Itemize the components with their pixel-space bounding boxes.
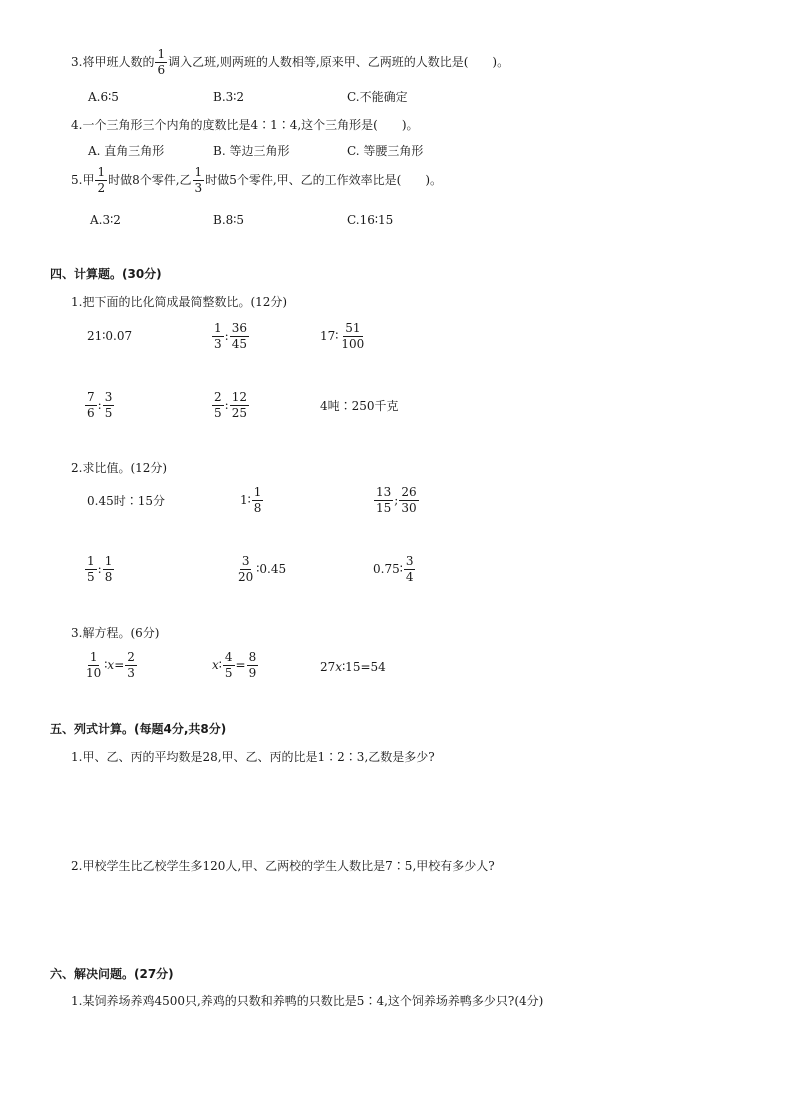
q3-option-c: C.不能确定 — [347, 90, 408, 104]
q4-option-a: A. 直角三角形 — [88, 144, 165, 158]
fraction: $\frac{1}{6}$ — [157, 47, 166, 77]
q3-option-a: A.6∶5 — [88, 90, 119, 104]
question-text: 1.甲、乙、丙的平均数是28,甲、乙、丙的比是1∶2∶3,乙数是多少? — [71, 750, 435, 764]
ratio-item: 17∶ $\frac{51}{100}$ — [320, 321, 365, 351]
fraction: $\frac{1}{3}$ — [194, 165, 203, 195]
ratio-item: 21∶0.07 — [87, 329, 133, 343]
question-text: 1.某饲养场养鸡4500只,养鸡的只数和养鸭的只数比是5∶4,这个饲养场养鸭多少只?(4分) — [71, 994, 544, 1008]
subsection-title: 1.把下面的比化简成最简整数比。(12分) — [71, 295, 288, 309]
equation: 27x∶15=54 — [320, 660, 386, 674]
section-5-title: 五、列式计算。(每题4分,共8分) — [50, 722, 227, 736]
ratio-item: $\frac{7}{6}$ : $\frac{3}{5}$ — [87, 390, 113, 420]
question-4: 4.一个三角形三个内角的度数比是4∶1∶4,这个三角形是( )。 — [71, 118, 419, 132]
ratio-item: 4吨∶250千克 — [320, 399, 399, 413]
fraction: $\frac{1}{2}$ — [97, 165, 106, 195]
q5-option-a: A.3∶2 — [90, 213, 121, 227]
ratio-item: $\frac{1}{3}$ : $\frac{36}{45}$ — [214, 321, 247, 351]
ratio-item: 0.75∶ $\frac{3}{4}$ — [373, 554, 414, 584]
question-5: 5.甲 $\frac{1}{2}$ 时做8个零件,乙 $\frac{1}{3}$ 时做5个零件,甲、乙的工作效率比是( )。 — [71, 165, 443, 195]
section-6-title: 六、解决问题。(27分) — [50, 967, 174, 981]
ratio-item: $\frac{1}{5}$ : $\frac{1}{8}$ — [87, 554, 113, 584]
q3-option-b: B.3∶2 — [213, 90, 245, 104]
equation: $\frac{1}{10}$ ∶ x = $\frac{2}{3}$ — [86, 650, 135, 680]
q5-option-c: C.16∶15 — [347, 213, 394, 227]
q5-option-b: B.8∶5 — [213, 213, 245, 227]
ratio-item: $\frac{13}{15}$ ; $\frac{26}{30}$ — [376, 485, 417, 515]
ratio-item: $\frac{3}{20}$ ∶0.45 — [238, 554, 287, 584]
q4-option-c: C. 等腰三角形 — [347, 144, 424, 158]
subsection-title: 3.解方程。(6分) — [71, 626, 160, 640]
ratio-item: 0.45时∶15分 — [87, 494, 165, 508]
ratio-item: 1∶ $\frac{1}{8}$ — [240, 485, 262, 515]
q4-option-b: B. 等边三角形 — [213, 144, 290, 158]
question-3: 3.将甲班人数的 $\frac{1}{6}$ 调入乙班,则两班的人数相等,原来甲、乙两班的人数比是( )。 — [71, 47, 510, 77]
subsection-title: 2.求比值。(12分) — [71, 461, 168, 475]
section-4-title: 四、计算题。(30分) — [50, 267, 162, 281]
ratio-item: $\frac{2}{5}$ : $\frac{12}{25}$ — [214, 390, 247, 420]
equation: x ∶ $\frac{4}{5}$ = $\frac{8}{9}$ — [212, 650, 257, 680]
question-text: 2.甲校学生比乙校学生多120人,甲、乙两校的学生人数比是7∶5,甲校有多少人? — [71, 859, 495, 873]
